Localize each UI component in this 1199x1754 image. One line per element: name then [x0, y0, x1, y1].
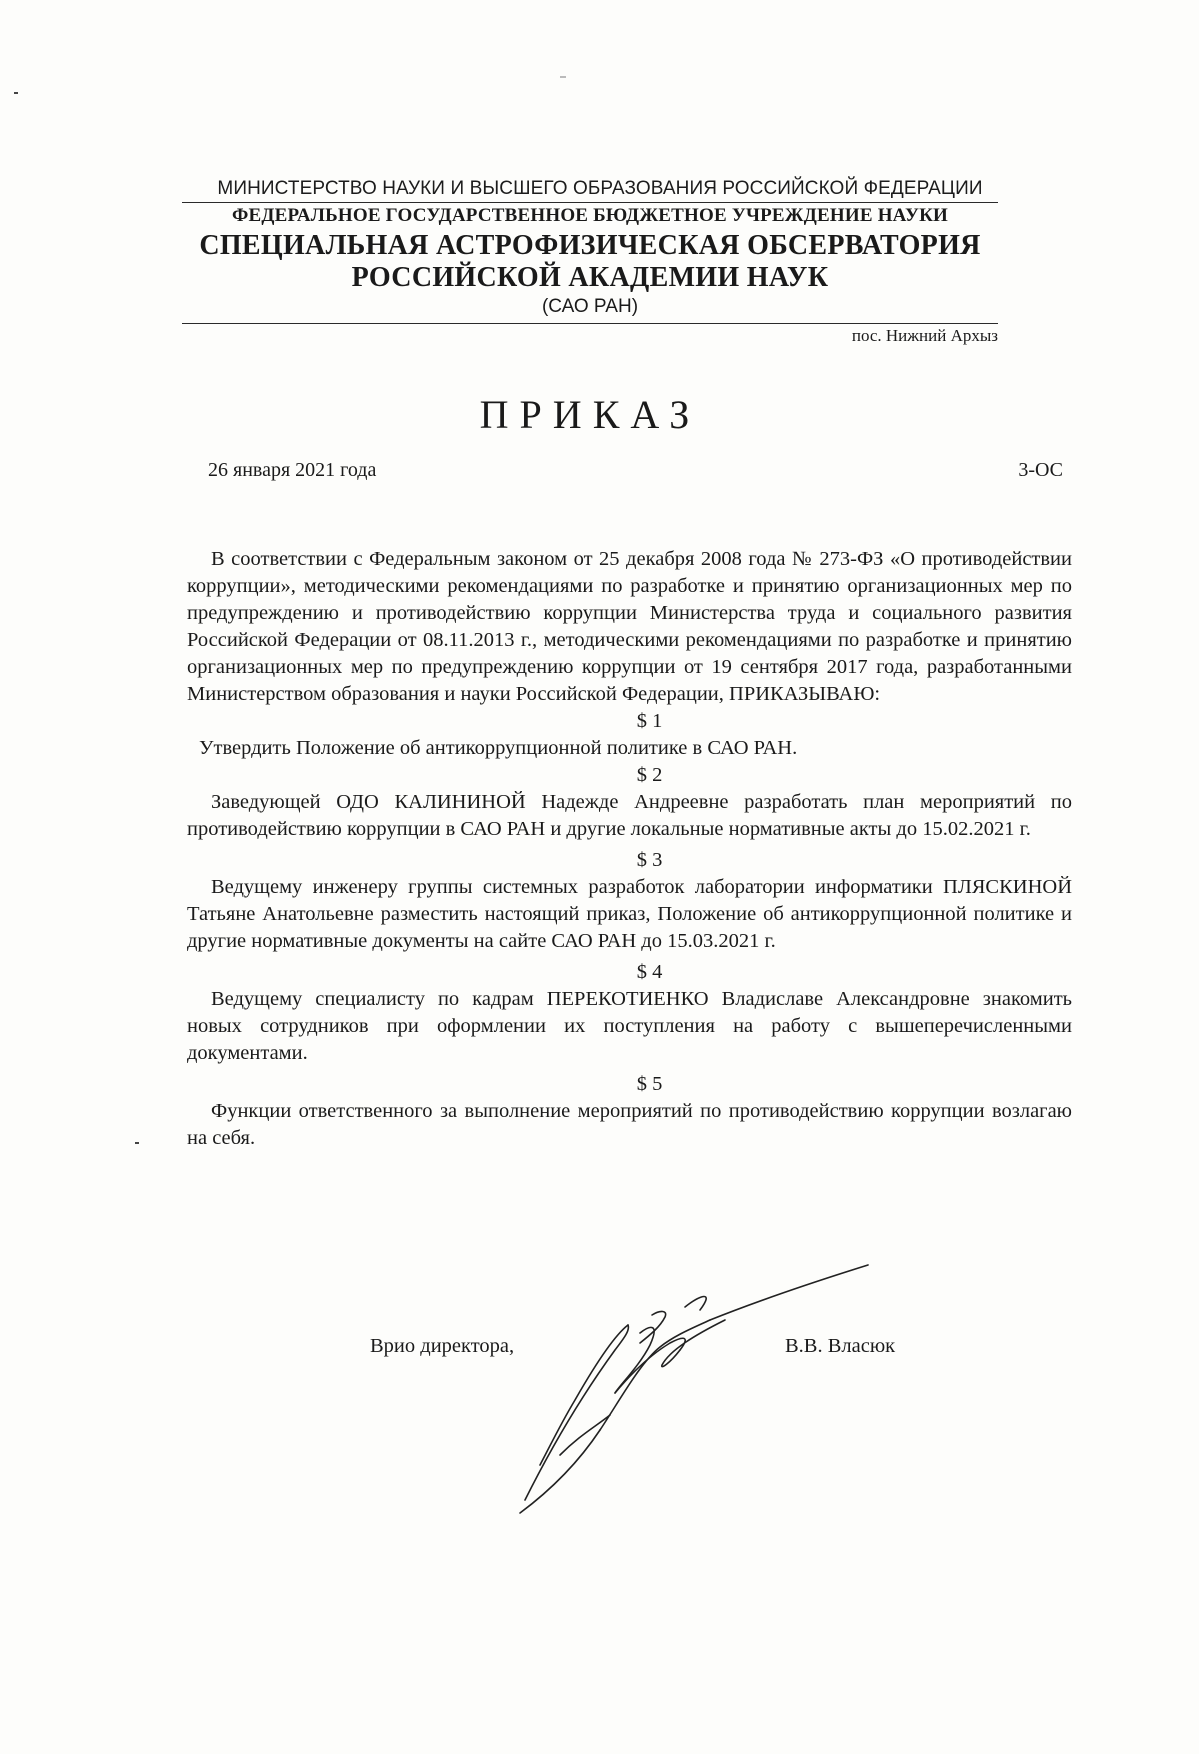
- scan-speck: [14, 92, 18, 94]
- section-text: Функции ответственного за выполнение мероприятий по противодействию коррупции возлагаю на себя.: [187, 1100, 1072, 1149]
- ministry-name: МИНИСТЕРСТВО НАУКИ И ВЫСШЕГО ОБРАЗОВАНИЯ РОССИЙСКОЙ ФЕДЕРАЦИИ: [217, 178, 983, 199]
- organization-name-line1: СПЕЦИАЛЬНАЯ АСТРОФИЗИЧЕСКАЯ ОБСЕРВАТОРИЯ: [199, 230, 981, 261]
- organization-abbreviation: (САО РАН): [541, 296, 639, 317]
- section-mark: $ 5: [636, 1073, 663, 1095]
- document-body: [187, 546, 1072, 1152]
- section-text: Утвердить Положение об антикоррупционной политике в САО РАН.: [199, 737, 798, 759]
- preamble-paragraph: В соответствии с Федеральным законом от 25 декабря 2008 года № 273-ФЗ «О противодействии коррупции», методическими рекомендациями по разработке и принятию организационных мер по предупреждению и противодействию коррупции Министерства труда и социального развития Российской Федерации от 08.11.2013 г., методическими рекомендациями по разработке и принятию организационных мер по предупреждению коррупции от 19 сентября 2017 года, разработанными Министерством образования и науки Российской Федерации, ПРИКАЗЫВАЮ:: [187, 548, 1072, 705]
- section-mark: $ 1: [636, 710, 663, 732]
- section-text: Ведущему инженеру группы системных разработок лаборатории информатики ПЛЯСКИНОЙ Татьяне Анатольевне разместить настоящий приказ, Положение об антикоррупционной политике и другие нормативные документы на сайте САО РАН до 15.03.2021 г.: [187, 876, 1072, 952]
- section-text: Заведующей ОДО КАЛИНИНОЙ Надежде Андреевне разработать план мероприятий по противодействию коррупции в САО РАН и другие локальные нормативные акты до 15.02.2021 г.: [187, 791, 1072, 840]
- order-date: 26 января 2021 года: [208, 459, 377, 481]
- section-mark: $ 2: [636, 764, 663, 786]
- order-number: 3-ОС: [1018, 459, 1063, 481]
- header-divider-top: [182, 202, 998, 203]
- location: пос. Нижний Архыз: [851, 326, 998, 345]
- section-text: Ведущему специалисту по кадрам ПЕРЕКОТИЕНКО Владиславе Александровне знакомить новых сотрудников при оформлении их поступления на работу с вышеперечисленными документами.: [187, 988, 1072, 1064]
- section-mark: $ 3: [636, 849, 663, 871]
- document-title: ПРИКАЗ: [479, 392, 701, 437]
- organization-name-line2: РОССИЙСКОЙ АКАДЕМИИ НАУК: [351, 262, 829, 293]
- scan-speck: [135, 1142, 139, 1144]
- signatory-name: В.В. Власюк: [785, 1335, 896, 1357]
- handwritten-signature: [500, 1255, 900, 1515]
- section-mark: $ 4: [636, 961, 663, 983]
- signatory-role: Врио директора,: [370, 1335, 515, 1357]
- scan-speck: [560, 76, 566, 78]
- institution-type: ФЕДЕРАЛЬНОЕ ГОСУДАРСТВЕННОЕ БЮДЖЕТНОЕ УЧРЕЖДЕНИЕ НАУКИ: [231, 205, 949, 226]
- header-divider-bottom: [182, 323, 998, 324]
